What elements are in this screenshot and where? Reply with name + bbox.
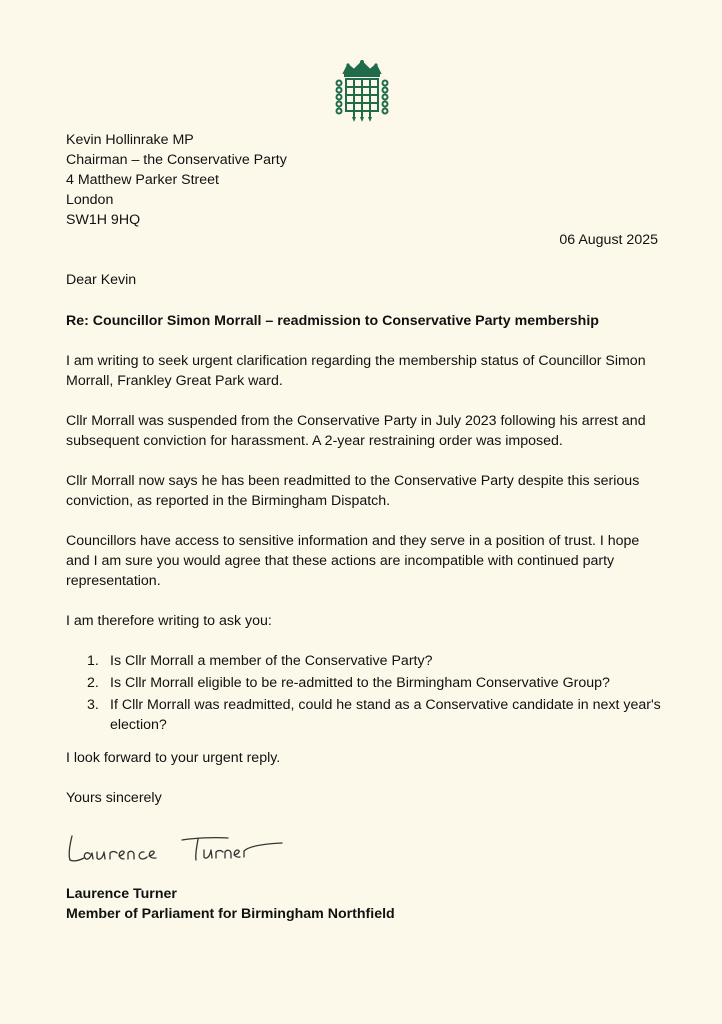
recipient-title: Chairman – the Conservative Party <box>66 152 287 168</box>
salutation: Dear Kevin <box>66 272 137 288</box>
signer-block <box>66 884 666 924</box>
paragraph: Cllr Morrall was suspended from the Conservative Party in July 2023 following his arrest and subsequent conviction for harassment. A 2-year restraining order was imposed. <box>66 413 646 449</box>
list-item <box>66 695 666 735</box>
paragraph: Cllr Morrall now says he has been readmitted to the Conservative Party despite this serious conviction, as reported in the Birmingham Dispatch. <box>66 473 640 509</box>
subject-line: Re: Councillor Simon Morrall – readmission to Conservative Party membership <box>66 313 599 329</box>
list-item <box>66 651 666 671</box>
question-list <box>66 651 666 737</box>
signer-name: Laurence Turner <box>66 886 177 902</box>
closing-line: I look forward to your urgent reply. <box>66 750 281 766</box>
recipient-postcode: SW1H 9HQ <box>66 212 141 228</box>
question-text: If Cllr Morrall was readmitted, could he stand as a Conservative candidate in next year's election? <box>110 697 661 733</box>
letter-date: 06 August 2025 <box>559 232 658 248</box>
sign-off: Yours sincerely <box>66 790 162 806</box>
list-number: 1. <box>87 653 99 669</box>
recipient-name: Kevin Hollinrake MP <box>66 132 194 148</box>
paragraph: Councillors have access to sensitive information and they serve in a position of trust. I hope and I am sure you would agree that these actions are incompatible with continued party representation. <box>66 533 640 589</box>
question-text: Is Cllr Morrall a member of the Conservative Party? <box>110 653 433 669</box>
paragraph: I am writing to seek urgent clarification regarding the membership status of Councillor Simon Morrall, Frankley Great Park ward. <box>66 353 646 389</box>
list-number: 2. <box>87 675 99 691</box>
signer-role: Member of Parliament for Birmingham Northfield <box>66 906 395 922</box>
list-item <box>66 673 666 693</box>
recipient-city: London <box>66 192 114 208</box>
portcullis-crest-icon <box>334 59 390 123</box>
paragraph: I am therefore writing to ask you: <box>66 613 272 629</box>
recipient-address <box>66 130 666 230</box>
question-text: Is Cllr Morrall eligible to be re-admitted to the Birmingham Conservative Group? <box>110 675 610 691</box>
list-number: 3. <box>87 697 99 713</box>
recipient-street: 4 Matthew Parker Street <box>66 172 219 188</box>
handwritten-signature <box>64 826 294 870</box>
